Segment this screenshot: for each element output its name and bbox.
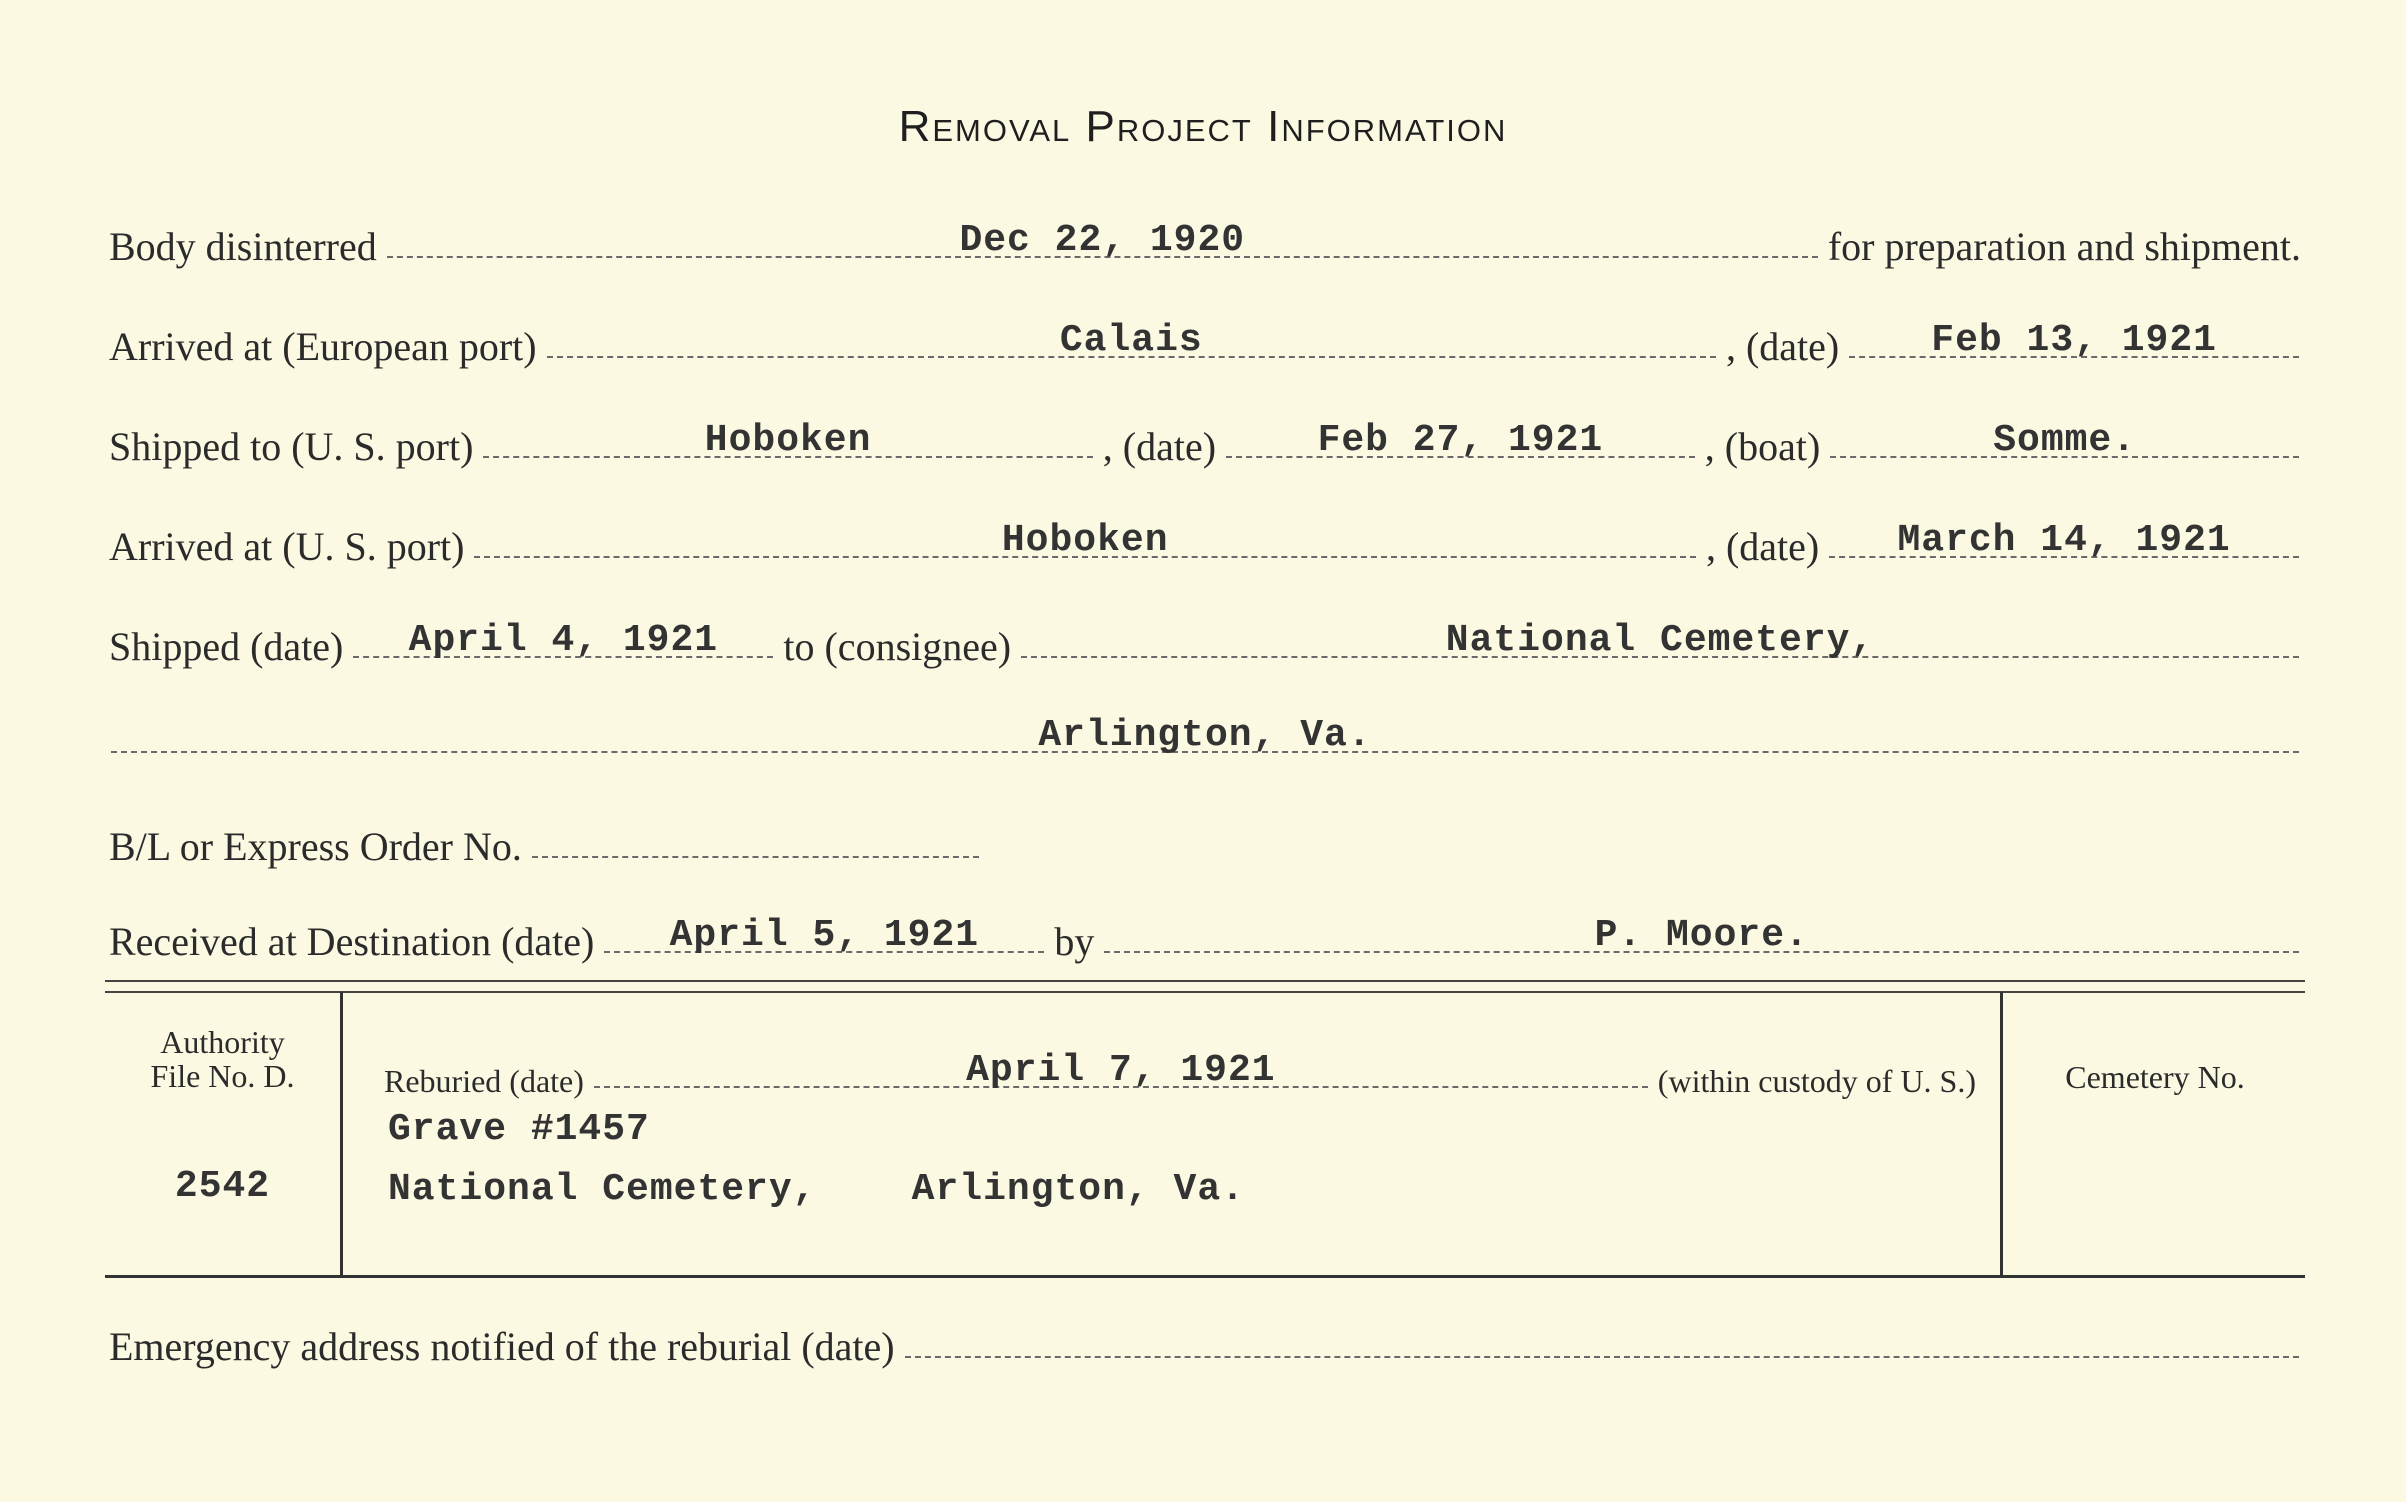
arrived-us-date-field xyxy=(1829,510,2299,562)
received-date: April 5, 1921 xyxy=(669,914,980,957)
disinterred-suffix: for preparation and shipment. xyxy=(1827,224,2301,269)
shipped-us-date-field xyxy=(1226,410,1695,462)
custody-label: (within custody of U. S.) xyxy=(1657,1063,1976,1099)
arrived-us-date-label: , (date) xyxy=(1705,524,1820,569)
received-by: P. Moore. xyxy=(1594,914,1809,957)
consignee-location: Arlington, Va. xyxy=(1038,714,1372,757)
box-bottom-rule xyxy=(105,1275,2305,1278)
disinterred-date: Dec 22, 1920 xyxy=(959,219,1246,262)
consignee-line2-field xyxy=(111,705,2299,757)
shipped-us-port-field xyxy=(483,410,1092,462)
row-reburied xyxy=(380,1040,1980,1100)
authority-label-line1: Authority xyxy=(160,1024,285,1060)
boat-field xyxy=(1830,410,2299,462)
arrived-european-date-label: , (date) xyxy=(1725,324,1840,369)
consignee-label: to (consignee) xyxy=(783,624,1012,669)
grave-number: Grave #1457 xyxy=(388,1108,650,1151)
burial-location: National Cemetery, Arlington, Va. xyxy=(388,1168,1245,1211)
bl-order-field xyxy=(532,810,979,858)
shipped-date: April 4, 1921 xyxy=(408,619,719,662)
boat-label: , (boat) xyxy=(1704,424,1821,469)
row-shipped-us xyxy=(105,410,2305,470)
reburied-label: Reburied (date) xyxy=(384,1063,584,1099)
arrived-us-port: Hoboken xyxy=(1001,519,1169,562)
double-rule xyxy=(105,980,2305,993)
received-by-field xyxy=(1104,905,2299,957)
received-date-field xyxy=(604,905,1044,957)
card-title: Removal Project Information xyxy=(898,102,1508,151)
emergency-field xyxy=(905,1310,2299,1358)
received-label: Received at Destination (date) xyxy=(109,919,595,964)
row-emergency xyxy=(105,1310,2305,1370)
arrived-european-date: Feb 13, 1921 xyxy=(1931,319,2217,362)
row-consignee-line2 xyxy=(105,705,2305,765)
shipped-us-date-label: , (date) xyxy=(1102,424,1217,469)
disinterred-label: Body disinterred xyxy=(109,224,377,269)
arrived-us-date: March 14, 1921 xyxy=(1897,519,2231,562)
european-port-field xyxy=(547,310,1716,362)
bl-order-label: B/L or Express Order No. xyxy=(109,824,522,869)
row-arrived-us xyxy=(105,510,2305,570)
shipped-date-field xyxy=(353,610,773,662)
row-bl-order xyxy=(105,810,985,870)
reburied-date-field xyxy=(594,1040,1648,1092)
row-received xyxy=(105,905,2305,965)
shipped-us-date: Feb 27, 1921 xyxy=(1317,419,1604,462)
shipped-us-label: Shipped to (U. S. port) xyxy=(109,424,474,469)
emergency-label: Emergency address notified of the reburial (date) xyxy=(109,1324,895,1369)
consignee-name: National Cemetery, xyxy=(1445,619,1875,662)
received-by-label: by xyxy=(1054,919,1095,964)
consignee-field xyxy=(1021,610,2299,662)
reburied-date: April 7, 1921 xyxy=(966,1049,1276,1092)
arrived-european-date-field xyxy=(1849,310,2299,362)
authority-label xyxy=(110,1025,335,1093)
cemetery-no-label: Cemetery No. xyxy=(2065,1059,2245,1095)
row-shipped-date xyxy=(105,610,2305,670)
boat-name: Somme. xyxy=(1993,419,2137,462)
box-divider-right xyxy=(2000,992,2003,1275)
disinterred-field xyxy=(387,210,1818,262)
box-divider-left xyxy=(340,992,343,1275)
arrived-us-label: Arrived at (U. S. port) xyxy=(109,524,465,569)
authority-label-line2: File No. D. xyxy=(150,1058,295,1094)
arrived-us-port-field xyxy=(474,510,1695,562)
shipped-date-label: Shipped (date) xyxy=(109,624,344,669)
row-disinterred xyxy=(105,210,2305,270)
arrived-european-label: Arrived at (European port) xyxy=(109,324,537,369)
row-arrived-european xyxy=(105,310,2305,370)
authority-file-number: 2542 xyxy=(174,1165,271,1208)
shipped-us-port: Hoboken xyxy=(704,419,872,462)
european-port: Calais xyxy=(1059,319,1203,362)
